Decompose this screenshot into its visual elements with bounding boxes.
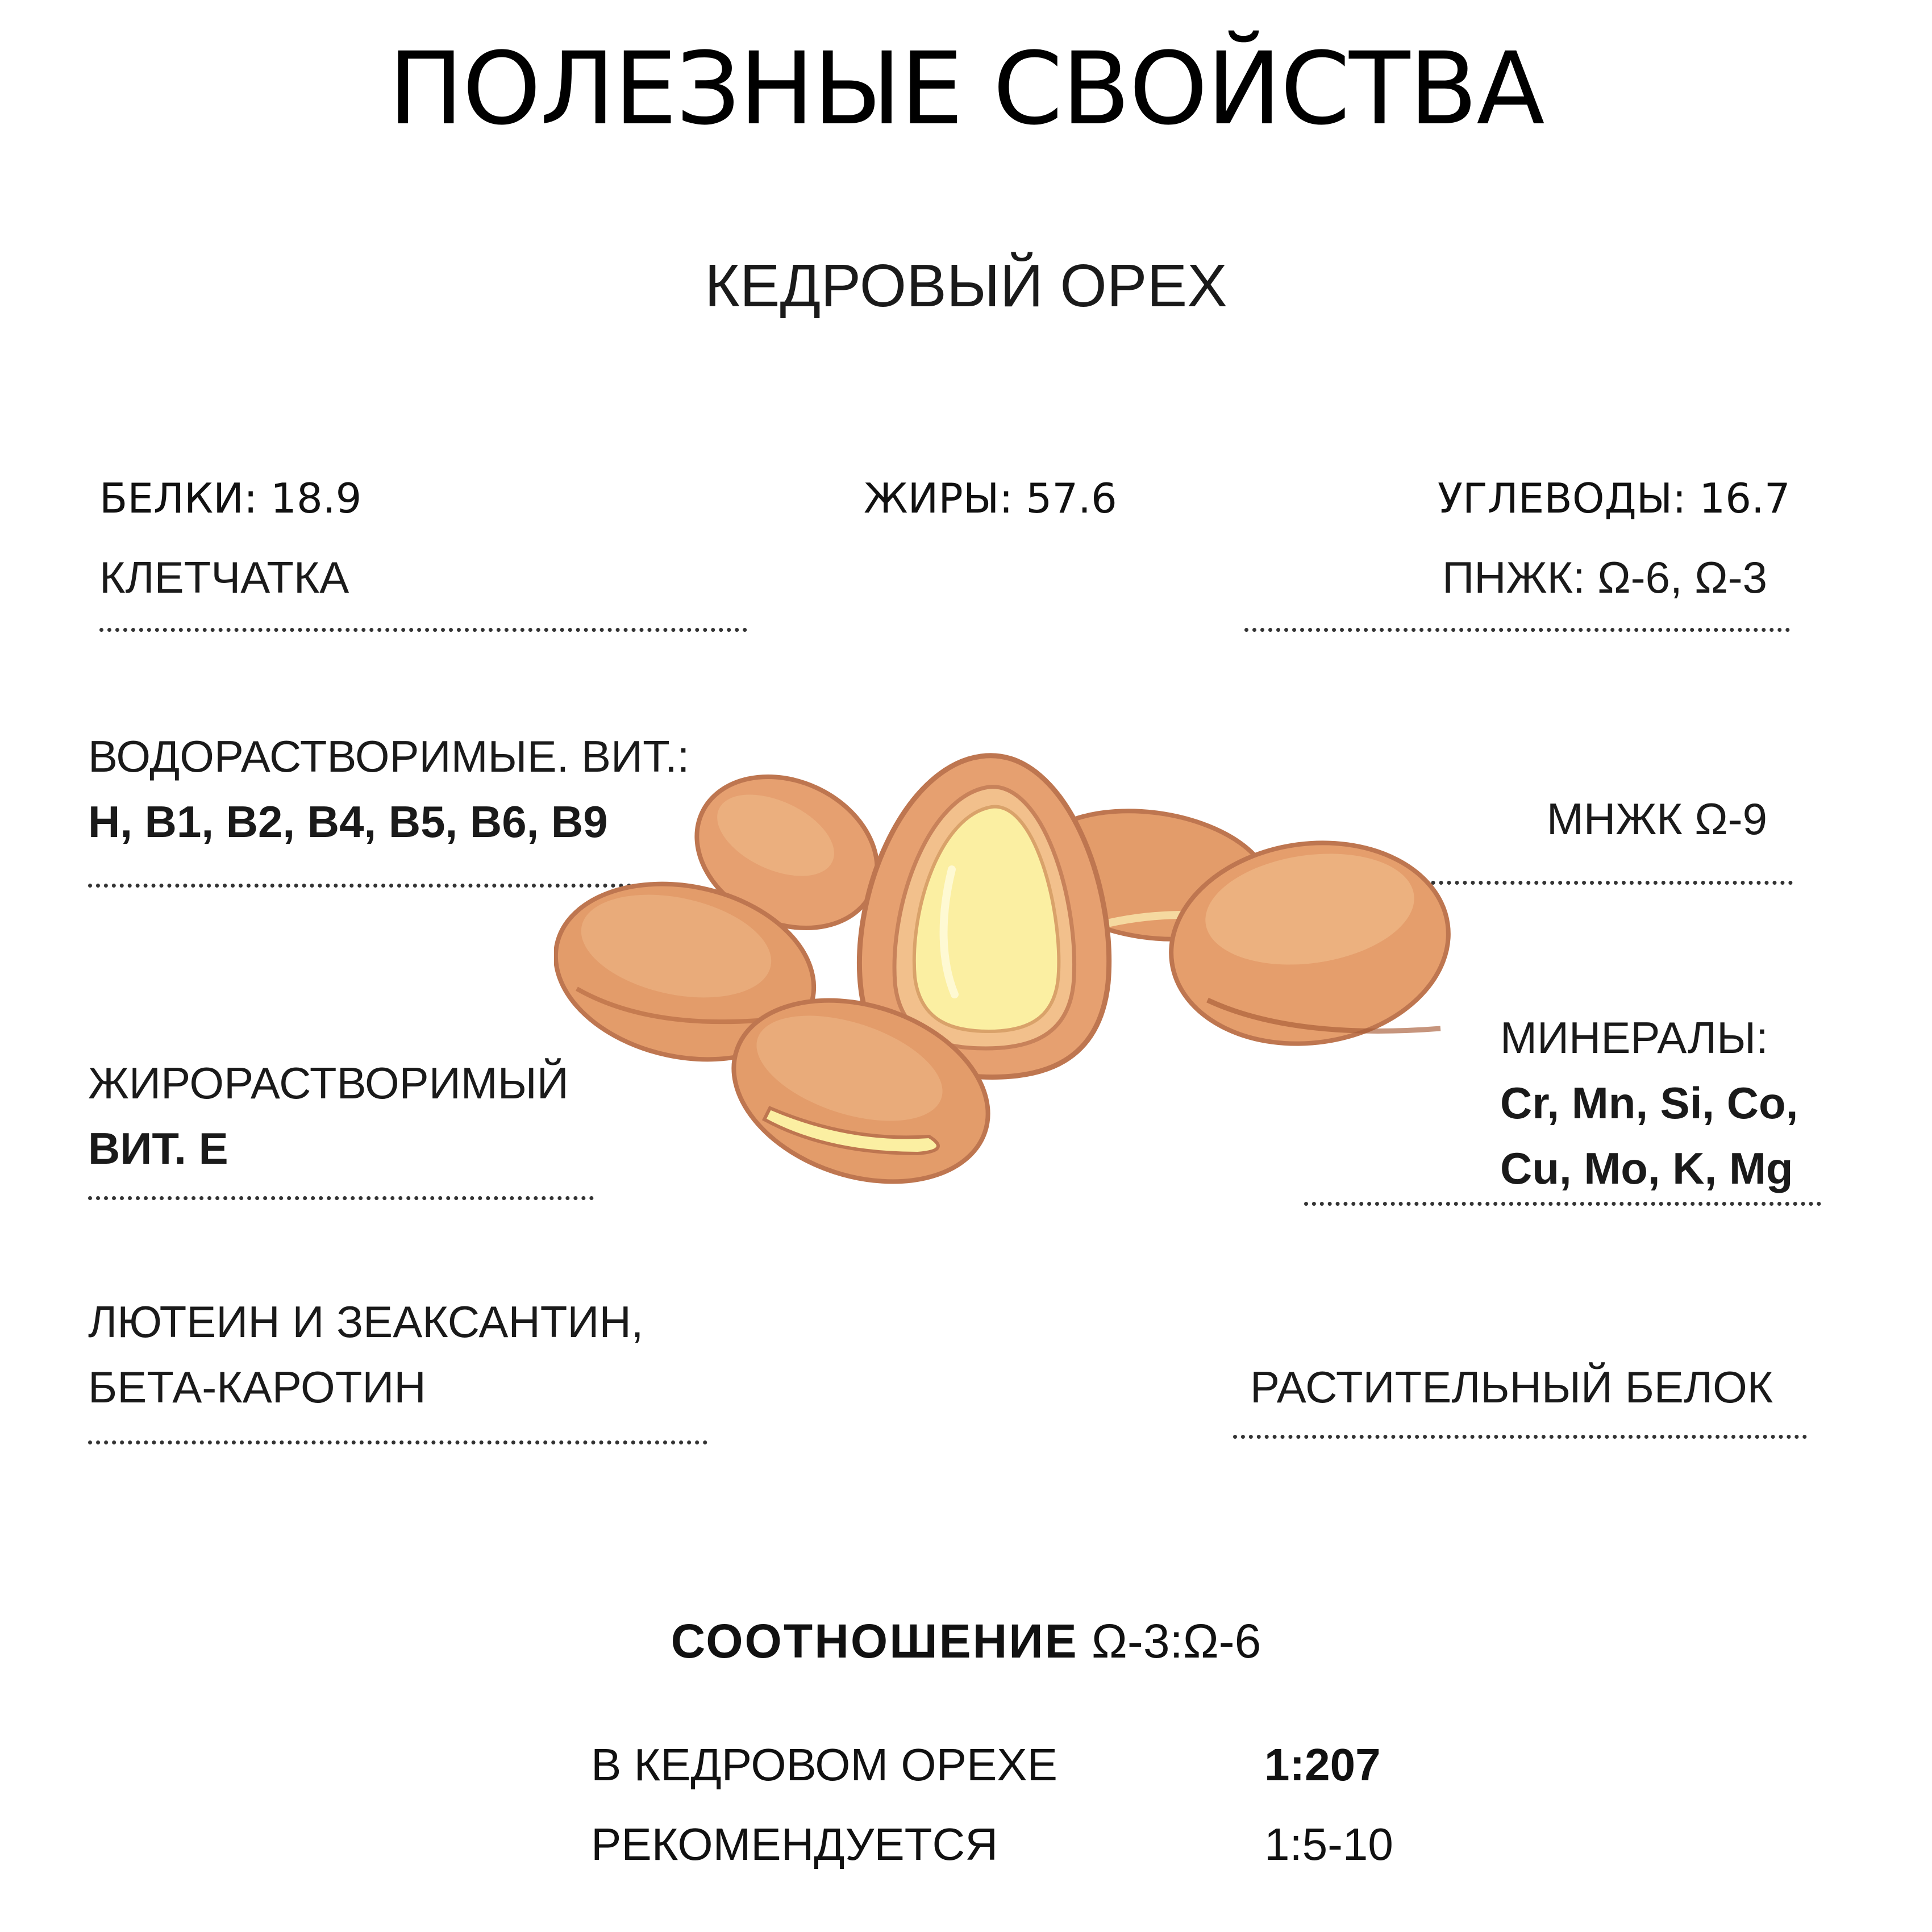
minerals-line2: Cu, Mo, K, Mg xyxy=(1500,1143,1793,1193)
fiber-label: КЛЕТЧАТКА xyxy=(99,552,349,602)
fat-vitamins-label: ЖИРОРАСТВОРИМЫЙ xyxy=(88,1058,569,1108)
ratio-row-label: РЕКОМЕНДУЕТСЯ xyxy=(591,1819,998,1869)
pufa-divider xyxy=(1244,628,1790,632)
plant-protein-label: РАСТИТЕЛЬНЫЙ БЕЛОК xyxy=(1250,1362,1773,1412)
ratio-heading-bold: СООТНОШЕНИЕ xyxy=(671,1614,1079,1668)
mufa-label: МНЖК Ω-9 xyxy=(1546,794,1767,844)
fiber-divider xyxy=(99,628,747,632)
macro-protein: БЕЛКИ: 18.9 xyxy=(99,474,362,522)
page-subtitle: КЕДРОВЫЙ ОРЕХ xyxy=(705,252,1227,319)
water-vitamins-label: ВОДОРАСТВОРИМЫЕ. ВИТ.: xyxy=(88,731,690,781)
plant-protein-divider xyxy=(1233,1435,1807,1439)
minerals-divider xyxy=(1304,1202,1821,1206)
lutein-divider xyxy=(88,1440,707,1444)
minerals-label: МИНЕРАЛЫ: xyxy=(1500,1013,1768,1063)
fat-vitamins-divider xyxy=(88,1196,594,1200)
ratio-heading-rest: Ω-3:Ω-6 xyxy=(1092,1614,1261,1668)
ratio-heading xyxy=(0,1614,1932,1669)
ratio-row-value: 1:207 xyxy=(1264,1739,1381,1790)
lutein-line1: ЛЮТЕИН И ЗЕАКСАНТИН, xyxy=(88,1297,644,1347)
page-title: ПОЛЕЗНЫЕ СВОЙСТВА xyxy=(388,31,1544,147)
pufa-label: ПНЖК: Ω-6, Ω-3 xyxy=(1442,552,1767,602)
ratio-row-value: 1:5-10 xyxy=(1264,1819,1393,1869)
lutein-line2: БЕТА-КАРОТИН xyxy=(88,1362,426,1412)
macro-carbs: УГЛЕВОДЫ: 16.7 xyxy=(1438,474,1791,522)
macro-fat: ЖИРЫ: 57.6 xyxy=(864,474,1117,522)
pine-nuts-illustration xyxy=(554,744,1486,1199)
water-vitamins-values: H, B1, B2, B4, B5, B6, B9 xyxy=(88,797,608,847)
ratio-row-label: В КЕДРОВОМ ОРЕХЕ xyxy=(591,1739,1058,1790)
fat-vitamins-values: ВИТ. Е xyxy=(88,1123,228,1173)
minerals-line1: Cr, Mn, Si, Co, xyxy=(1500,1078,1798,1128)
